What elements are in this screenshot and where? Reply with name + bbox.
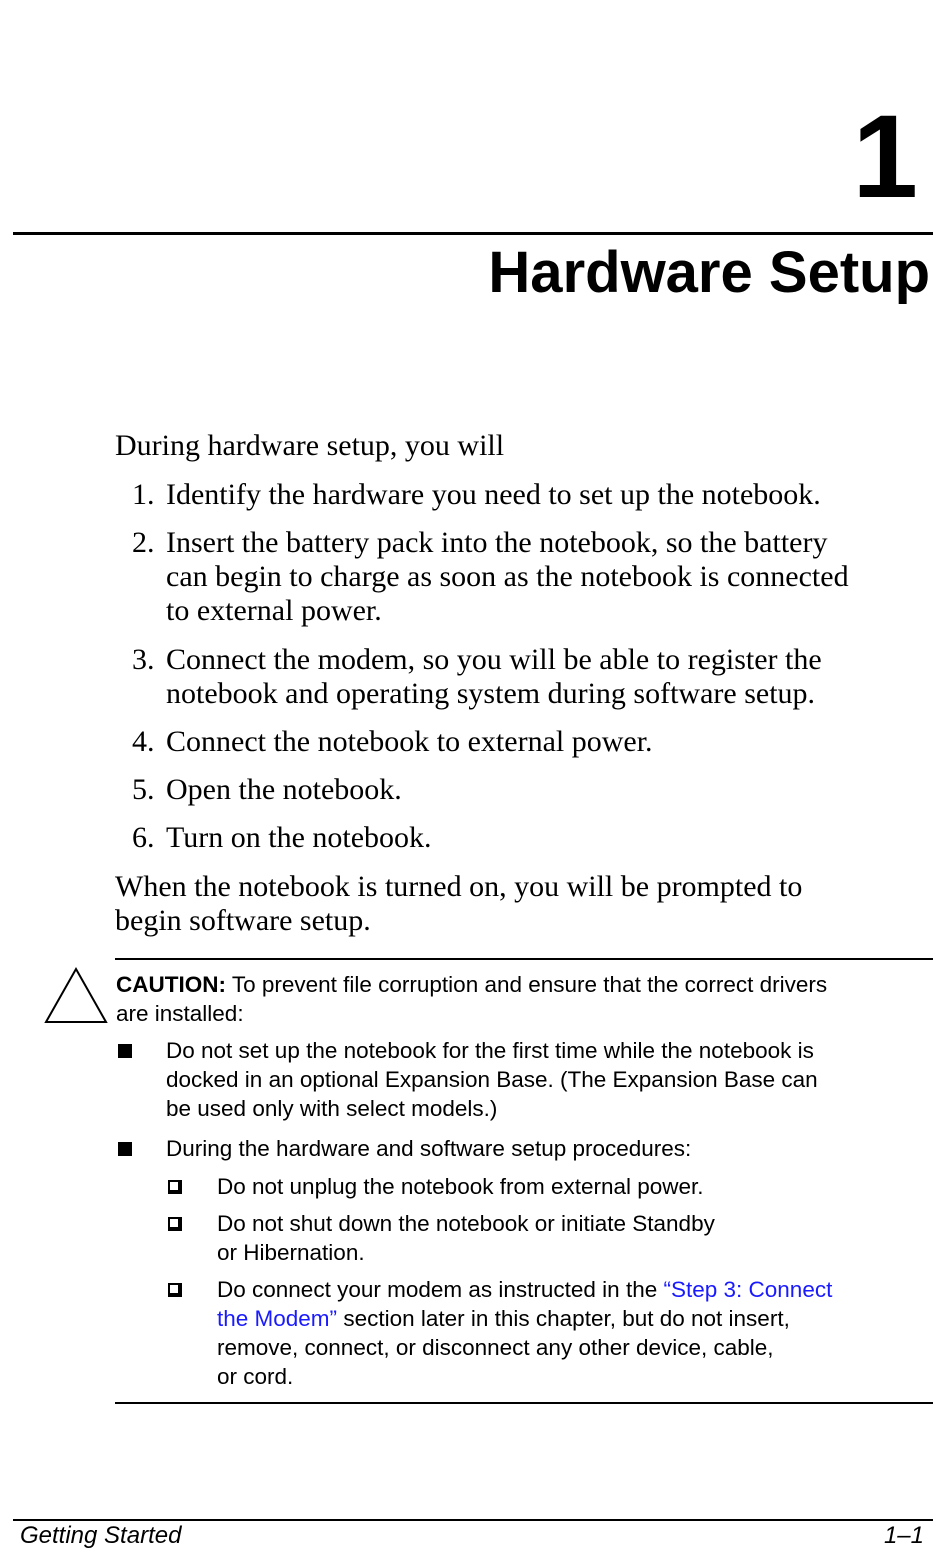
footer-page-number: 1–1 xyxy=(883,1522,924,1549)
sub-bullet-text: Do connect your modem as instructed in the xyxy=(217,1277,664,1302)
sub-bullet-line: or cord. xyxy=(217,1364,294,1389)
step-line: Connect the modem, so you will be able to register the xyxy=(166,643,822,676)
intro-text: During hardware setup, you will xyxy=(115,429,505,462)
caution-bottom-rule xyxy=(115,1402,933,1404)
step-text: Turn on the notebook. xyxy=(166,821,432,854)
caution-sub-bullet-3 xyxy=(217,1275,917,1391)
step-number: 2. xyxy=(132,526,155,559)
bullet-line: docked in an optional Expansion Base. (The Expansion Base can xyxy=(166,1067,818,1092)
step-line: can begin to charge as soon as the notebook is connected xyxy=(166,560,849,593)
step-line: Insert the battery pack into the notebook, so the battery xyxy=(166,526,828,559)
caution-line-2: are installed: xyxy=(116,1001,244,1026)
closing-line: begin software setup. xyxy=(115,904,371,937)
footer-rule xyxy=(13,1519,933,1521)
closing-line: When the notebook is turned on, you will be prompted to xyxy=(115,870,803,903)
step-number: 5. xyxy=(132,773,155,806)
sub-bullet-line: remove, connect, or disconnect any other device, cable, xyxy=(217,1335,774,1360)
bullet-line: be used only with select models.) xyxy=(166,1096,498,1121)
caution-top-rule xyxy=(115,958,933,960)
step-number: 6. xyxy=(132,821,155,854)
bullet-square-icon xyxy=(118,1044,132,1058)
chapter-title: Hardware Setup xyxy=(488,240,930,305)
step-text xyxy=(166,643,896,711)
caution-sub-bullet-1: Do not unplug the notebook from external power. xyxy=(217,1174,704,1199)
step-line: notebook and operating system during software setup. xyxy=(166,677,816,710)
caution-label: CAUTION: xyxy=(116,972,226,997)
caution-line-1 xyxy=(116,970,916,999)
step-line: to external power. xyxy=(166,594,382,627)
bullet-square-icon xyxy=(118,1142,132,1156)
sub-bullet-line xyxy=(217,1304,917,1333)
step-text: Open the notebook. xyxy=(166,773,402,806)
sub-bullet-box-icon xyxy=(168,1283,182,1297)
sub-bullet-line: or Hibernation. xyxy=(217,1240,365,1265)
sub-bullet-box-icon xyxy=(168,1217,182,1231)
caution-text: To prevent file corruption and ensure that the correct drivers xyxy=(225,972,828,997)
chapter-number: 1 xyxy=(852,91,918,223)
step-number: 1. xyxy=(132,478,155,511)
step-3-link-continued[interactable]: the Modem” xyxy=(217,1306,338,1331)
caution-sub-bullet-2 xyxy=(217,1209,917,1267)
sub-bullet-text: section later in this chapter, but do not insert, xyxy=(337,1306,790,1331)
sub-bullet-line: Do not shut down the notebook or initiate Standby xyxy=(217,1211,715,1236)
step-text xyxy=(166,526,896,628)
step-text: Connect the notebook to external power. xyxy=(166,725,653,758)
sub-bullet-box-icon xyxy=(168,1180,182,1194)
step-number: 4. xyxy=(132,725,155,758)
step-3-link[interactable]: “Step 3: Connect xyxy=(663,1277,833,1302)
footer-book-title: Getting Started xyxy=(20,1522,182,1549)
step-number: 3. xyxy=(132,643,155,676)
caution-bullet-2: During the hardware and software setup procedures: xyxy=(166,1136,692,1161)
step-text: Identify the hardware you need to set up the notebook. xyxy=(166,478,821,511)
sub-bullet-line xyxy=(217,1275,917,1304)
header-rule xyxy=(13,232,933,235)
closing-text xyxy=(115,870,875,938)
bullet-line: Do not set up the notebook for the first time while the notebook is xyxy=(166,1038,814,1063)
caution-triangle-icon xyxy=(44,966,108,1024)
caution-bullet-1 xyxy=(166,1036,896,1123)
